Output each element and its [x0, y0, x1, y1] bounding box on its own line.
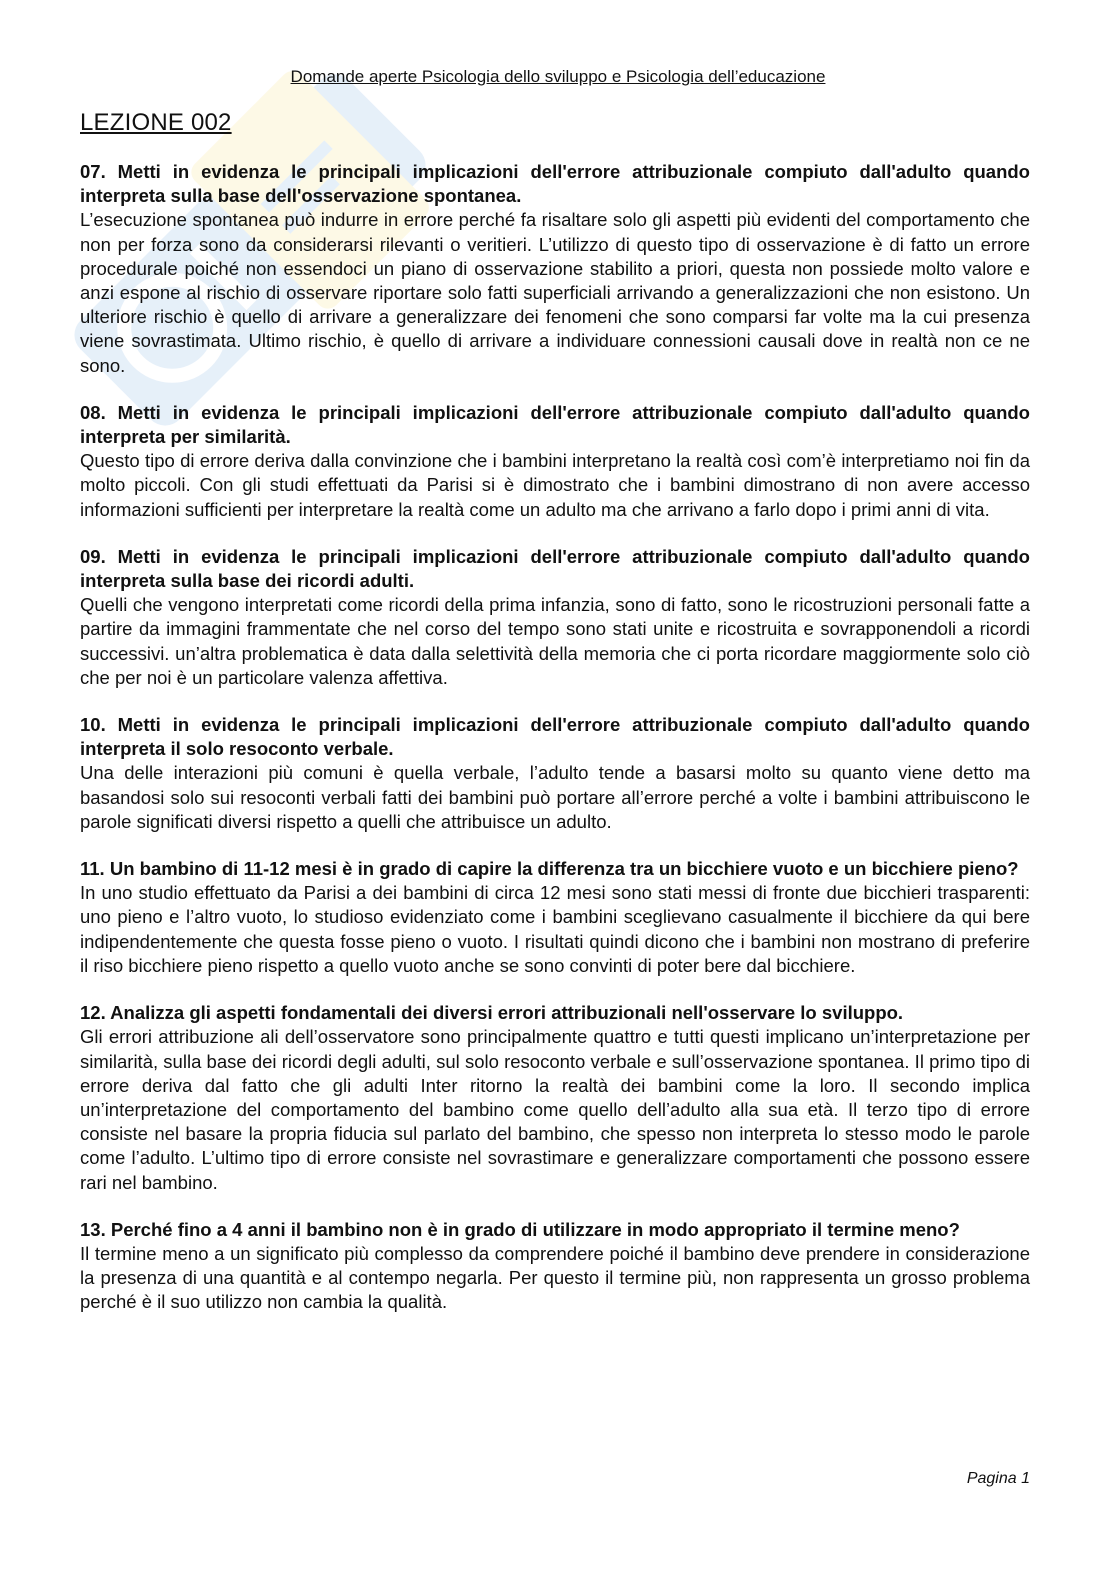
question-title: 11. Un bambino di 11-12 mesi è in grado di capire la differenza tra un bicchiere vuoto e un bicchiere pieno? — [80, 858, 1019, 880]
answer-text: Gli errori attribuzione ali dell’osservatore sono principalmente quattro e tutti questi implicano un’interpretazione per similarità, sulla base dei ricordi degli adulti, sul solo resoconto verbale e sull’osservazione spontanea. Il primo tipo di errore deriva dal fatto che gli adulti Inter ritorno la realtà dei bambini come la loro. Il secondo implica un’interpretazione del comportamento del bambino come quello dell’adulto alla sua età. Il terzo tipo di errore consiste nel basare la propria fiducia sul parlato del bambino, che spesso non interpreta lo stesso modo le parole come l’adulto. L’ultimo tipo di errore consiste nel sovrastimare e generalizzare comportamenti che possono essere rari nel bambino. — [80, 1026, 1030, 1193]
answer-text: Quelli che vengono interpretati come ricordi della prima infanzia, sono di fatto, sono le ricostruzioni personali fatte a partire da immagini frammentate che nel corso del tempo sono stati unite e ricostruita e sovrapponendoli a ricordi successivi. un’altra problematica è data dalla selettività della memoria che ci porta ricordare maggiormente solo ciò che per noi è un particolare valenza affettiva. — [80, 594, 1030, 688]
answer-text: L’esecuzione spontanea può indurre in errore perché fa risaltare solo gli aspetti più evidenti del comportamento che non per forza sono da considerarsi rilevanti o veritieri. L’utilizzo di questo tipo di osservazione è di fatto un errore procedurale poiché non essendoci un piano di osservazione stabilito a priori, questa non possiede molto valore e anzi espone al rischio di osservare riportare solo fatti superficiali arrivando a generalizzazioni che non esistono. Un ulteriore rischio è quello di arrivare a generalizzare dei fenomeni che sono comparsi far volte ma la cui presenza viene sovrastimata. Ultimo rischio, è quello di arrivare a individuare connessioni causali dove in realtà non ce ne sono. — [80, 209, 1030, 376]
page-number: Pagina 1 — [966, 1470, 1030, 1487]
lesson-title: LEZIONE 002 — [80, 109, 232, 136]
question-title: 08. Metti in evidenza le principali implicazioni dell'errore attribuzionale compiuto dall'adulto quando interpreta per similarità. — [80, 401, 1030, 448]
answer-text: Una delle interazioni più comuni è quella verbale, l’adulto tende a basarsi molto su quanto viene detto ma basandosi solo sui resoconti verbali fatti dei bambini può portare all’errore perché a volte i bambini attribuiscono le parole significati diversi rispetto a quelli che attribuisce un adulto. — [80, 762, 1030, 832]
question-block — [80, 401, 1030, 522]
question-title: 10. Metti in evidenza le principali implicazioni dell'errore attribuzionale compiuto dall'adulto quando interpreta il solo resoconto verbale. — [80, 714, 1030, 760]
question-block — [80, 713, 1030, 834]
question-block — [80, 857, 1030, 978]
question-block — [80, 1001, 1030, 1195]
answer-text: Questo tipo di errore deriva dalla convinzione che i bambini interpretano la realtà così com’è interpretiamo noi fin da molto piccoli. Con gli studi effettuati da Parisi si è dimostrato che i bambini dimostrano di non avere accesso informazioni sufficienti per interpretare la realtà come un adulto ma che arrivano a farlo dopo i primi anni di vita. — [80, 450, 1030, 520]
question-block — [80, 545, 1030, 690]
question-title: 07. Metti in evidenza le principali implicazioni dell'errore attribuzionale compiuto dall'adulto quando interpreta sulla base dell'osservazione spontanea. — [80, 161, 1030, 207]
answer-text: Il termine meno a un significato più complesso da comprendere poiché il bambino deve prendere in considerazione la presenza di una quantità e al contempo negarla. Per questo il termine più, non rappresenta un grosso problema perché è il suo utilizzo non cambia la qualità. — [80, 1242, 1030, 1313]
question-title: 12. Analizza gli aspetti fondamentali dei diversi errori attribuzionali nell'osservare lo sviluppo. — [80, 1002, 904, 1024]
answer-text: In uno studio effettuato da Parisi a dei bambini di circa 12 mesi sono stati messi di fronte due bicchieri trasparenti: uno pieno e l’altro vuoto, lo studioso evidenziato come i bambini sceglievano casualmente il bicchiere da qui bere indipendentemente che questa fosse pieno o vuoto. I risultati quindi dicono che i bambini non mostrano di preferire il riso bicchiere pieno rispetto a quello vuoto anche se sono convinti di poter bere dal bicchiere. — [80, 882, 1030, 976]
question-block — [80, 160, 1030, 378]
questions-list — [80, 160, 1030, 1338]
question-block — [80, 1218, 1030, 1315]
question-title: 09. Metti in evidenza le principali implicazioni dell'errore attribuzionale compiuto dall'adulto quando interpreta sulla base dei ricordi adulti. — [80, 545, 1030, 592]
document-header: Domande aperte Psicologia dello sviluppo e Psicologia dell’educazione — [290, 67, 826, 86]
question-title: 13. Perché fino a 4 anni il bambino non è in grado di utilizzare in modo appropriato il termine meno? — [80, 1218, 960, 1240]
